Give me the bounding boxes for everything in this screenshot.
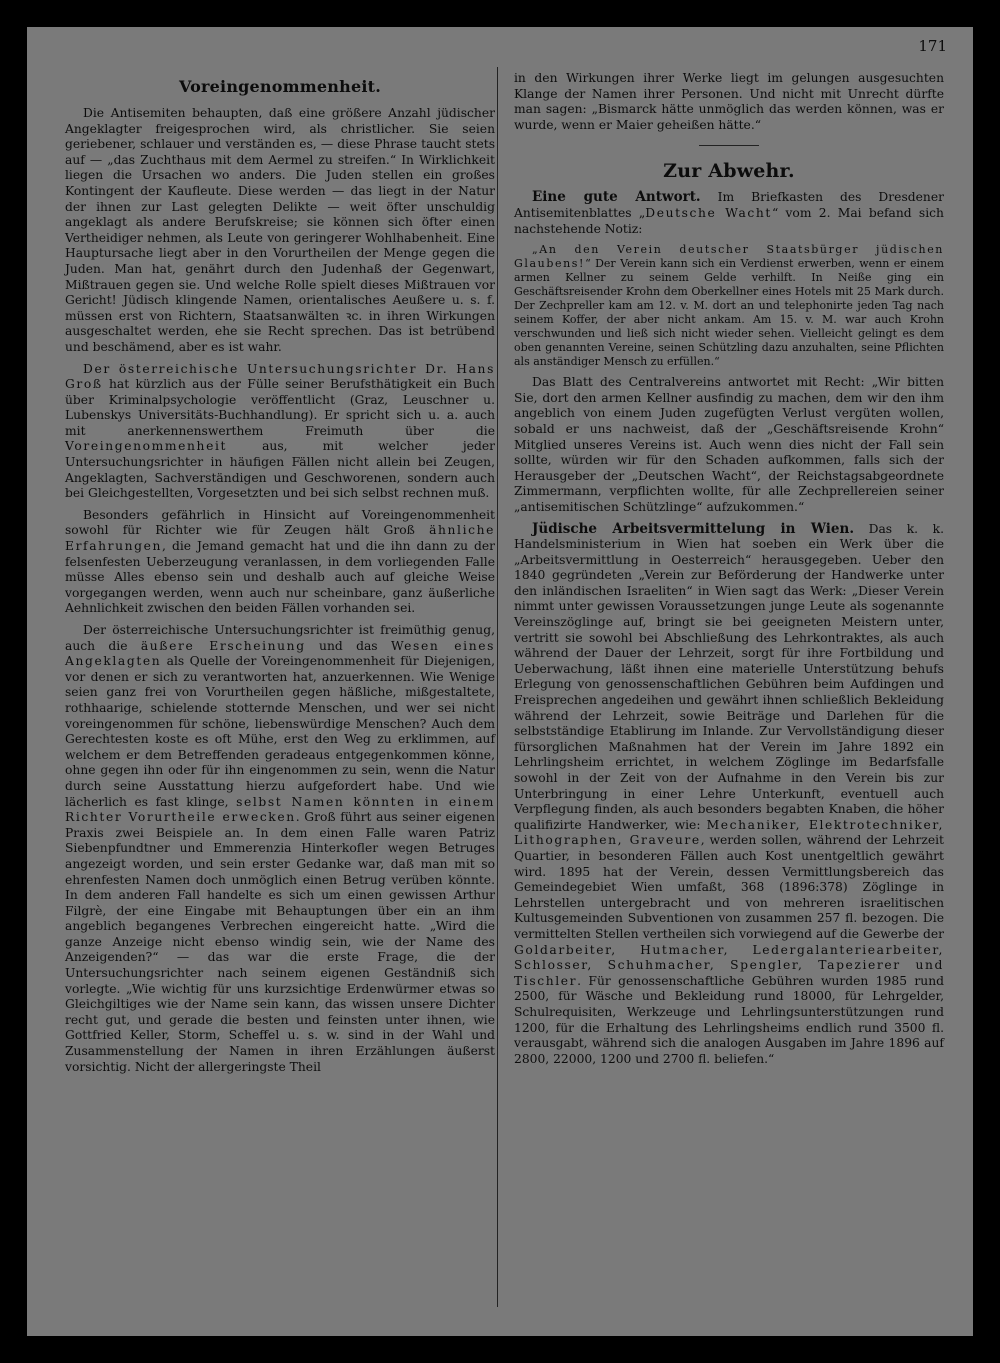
spaced-text: Der österreichische Untersuchungsrichter Dr. Hans Groß	[65, 361, 495, 392]
text: Der österreichische Untersuchungsrichter ist freimüthig genug, auch die	[65, 623, 495, 653]
paragraph: in den Wirkungen ihrer Werke liegt im gelungen ausgesuchten Klange der Namen ihrer Personen. Und nicht mit Unrecht dürfte man sagen: „Bismarck hätte unmöglich das werden können, was er wurde, wenn er Maier geheißen hätte.“	[514, 71, 944, 132]
spaced-text: ähnliche Erfahrungen	[65, 523, 495, 554]
spaced-text: Mechaniker, Elektrotechniker, Lithographen, Graveure	[514, 817, 944, 848]
text: und das	[305, 638, 391, 653]
item-title: Jüdische Arbeitsvermittelung in Wien.	[532, 520, 855, 537]
paragraph: Die Antisemiten behaupten, daß eine größere Anzahl jüdischer Angeklagter freigesprochen wird, als christlicher. Sie seien geriebener, schlauer und verständen es, — diese Phrase taucht stets auf — „das Zuchthaus mit dem Aermel zu streifen.“ In Wirklichkeit liegen die Ursachen wo anders. Die Juden stellen ein großes Kontingent der Kaufleute. Diese werden — das liegt in der Natur der ihnen zur Last gelegten Delikte — weit öfter unschuldig angeklagt als andere Berufskreise; sie können sich öfter einen Vertheidiger nehmen, als Leute von geringerer Wohlhabenheit. Eine Hauptursache liegt aber in den Vorurtheilen der Menge gegen die Juden. Man hat, genährt durch den Judenhaß der Gegenwart, Mißtrauen gegen sie. Und welche Rolle spielt dieses Mißtrauen vor Gericht! Jüdisch klingende Namen, orientalisches Aeußere u. s. f. müssen erst von Richtern, Staatsanwälten ꝛc. in ihren Wirkungen ausgeschaltet werden, ehe sie Recht sprechen. Das ist betrübend und beschämend, aber es ist wahr.	[65, 106, 495, 354]
paragraph	[514, 522, 944, 1068]
spaced-text: Voreingenommenheit	[65, 439, 228, 454]
document-page	[27, 27, 973, 1336]
text: hat kürzlich aus der Fülle seiner Berufsthätigkeit ein Buch über Kriminalpsychologie veröffentlicht (Graz, Leuschner u. Lubenskys Universitäts-Buchhandlung). Er spricht sich u. a. auch mit anerkennenswerthem Freimuth über die	[65, 377, 495, 438]
text: . Groß führt aus seiner eigenen Praxis zwei Beispiele an. In dem einen Falle waren Patriz Siebenpfundtner und Emmerenzia Hinterkofler wegen Betruges angezeigt worden, und sein erster Gedanke war, daß man mit so ehrenfesten Namen doch unmöglich einen Betrug verüben könnte. In dem anderen Fall handelte es sich um einen gewissen Arthur Filgrè, der eine Eingabe mit Behauptungen über ein an ihm angeblich begangenes Verbrechen eingereicht hatte. „Wird die ganze Anzeige nicht ebenso windig sein, wie der Name des Anzeigenden?“ — das war die erste Frage, die der Untersuchungsrichter nach seinem eigenen Geständniß sich vorlegte. „Wie wichtig für uns kurzsichtige Erdenwürmer etwas so Gleichgiltiges wie der Name sein kann, das wissen unsere Dichter recht gut, und gerade die besten und feinsten unter ihnen, wie Gottfried Keller, Storm, Scheffel u. s. w. sind in der Wahl und Zusammenstellung der Namen in ihren Erzählungen äußerst vorsichtig. Nicht der allergeringste Theil	[65, 810, 495, 1074]
text: Im Briefkasten des Dresdener Antisemitenblattes „	[514, 190, 944, 220]
text: Das k. k. Handelsministerium in Wien hat soeben ein Werk über die „Arbeitsvermittlung in Oesterreich“ herausgegeben. Ueber den 1840 gegründeten „Verein zur Beförderung der Handwerke unter den inländischen Israeliten“ in Wien sagt das Werk: „Dieser Verein nimmt unter gewissen Voraussetzungen junge Leute als sogenannte Vereinszöglinge auf, bringt sie bei geeigneten Meistern unter, vertritt sie sowohl bei Abschließung des Lehrkontraktes, als auch während der Dauer der Lehrzeit, sorgt für ihre Fortbildung und Ueberwachung, läßt ihnen eine materielle Unterstützung behufs Erlegung von genossenschaftlichen Gebühren beim Aufdingen und Freisprechen angedeihen und gewährt ihnen schließlich Bekleidung während der Lehrzeit, sowie Beiträge und Darlehen für die selbstständige Etablirung im Inlande. Zur Vervollständigung dieser fürsorglichen Maßnahmen hat der Verein im Jahre 1892 ein Lehrlingsheim errichtet, in welchem Zöglinge im Bedarfsfalle sowohl in der Zeit von der Aufnahme in den Verein bis zur Unterbringung in einer Lehre Unterkunft, eventuell auch Verpflegung finden, als auch besonders begabten Knaben, die höher qualifizirte Handwerker, wie:	[514, 521, 945, 832]
paragraph: Das Blatt des Centralvereins antwortet mit Recht: „Wir bitten Sie, dort den armen Kellner ausfindig zu machen, dem wir den ihm angeblich von einem Juden zugefügten Verlust vergüten wollen, sobald er uns nachweist, daß der „Geschäftsreisende Krohn“ Mitglied unseres Vereins ist. Auch wenn dies nicht der Fall sein sollte, würden wir für den Schaden aufkommen, falls sich der Herausgeber der „Deutschen Wacht“, der Reichstagsabgeordnete Zimmermann, verpflichten wollte, für alle Zechprellereien seiner „antisemitischen Schützlinge“ aufzukommen.“	[514, 375, 944, 514]
quoted-notice	[514, 243, 944, 369]
text: Besonders gefährlich in Hinsicht auf Voreingenommenheit sowohl für Richter wie für Zeugen hält Groß	[65, 507, 495, 538]
spaced-text: äußere Erscheinung	[140, 638, 306, 653]
column-divider	[497, 67, 498, 1307]
text: . Für genossenschaftliche Gebühren wurden 1985 rund 2500, für Wäsche und Bekleidung rund 18000, für Lehrgelder, Schulrequisiten, Werkzeuge und Lehrlingsunterstützungen rund 1200, für die Erhaltung des Lehrlingsheims endlich rund 3500 fl. verausgabt, während sich die analogen Ausgaben im Jahre 1896 auf 2800, 22000, 1200 und 2700 fl. beliefen.“	[514, 973, 944, 1066]
page-number: 171	[918, 37, 947, 55]
text: , die Jemand gemacht hat und die ihn dann zu der felsenfesten Ueberzeugung veranlassen, in dem vorliegenden Falle müsse Alles ebenso sein und deshalb auch auf gleiche Weise vorgegangen werden, wenn auch nur scheinbare, ganz äußerliche Aehnlichkeit zwischen den beiden Fällen vorhanden sei.	[65, 539, 495, 616]
text: “ Der Verein kann sich ein Verdienst erwerben, wenn er einem armen Kellner zu seinem Gelde verhilft. In Neiße ging ein Geschäftsreisender Krohn dem Oberkellner eines Hotels mit 25 Mark durch. Der Zechpreller kam am 12. v. M. dort an und telephonirte jeden Tag nach seinem Koffer, der aber nicht ankam. Am 15. v. M. war auch Krohn verschwunden und ließ sich nicht wieder sehen. Vielleicht gelingt es dem oben genannten Vereine, seinen Schützling dazu anzuhalten, seine Pflichten als anständiger Mensch zu erfüllen.“	[514, 257, 944, 369]
article-heading-voreingenommenheit: Voreingenommenheit.	[179, 77, 381, 96]
spaced-text: „An den Verein deutscher Staatsbürger jüdischen Glaubens!	[514, 243, 944, 271]
section-divider	[699, 145, 759, 146]
text: , werden sollen, während der Lehrzeit Quartier, in besonderen Fällen auch Kost unentgeltlich gewährt wird. 1895 hat der Verein, dessen Vermittlungsbereich das Gemeindegebiet Wien umfaßt, 368 (1896:378) Zöglinge in Lehrstellen untergebracht und von mehreren israelitischen Kultusgemeinden Subventionen von zusammen 257 fl. bezogen. Die vermittelten Stellen vertheilen sich vorwiegend auf die Gewerbe der	[514, 833, 944, 941]
spaced-text: Wesen eines Angeklagten	[65, 638, 496, 669]
spaced-text: Goldarbeiter, Hutmacher, Ledergalanteriearbeiter, Schlosser, Schuhmacher, Spengler, Tapezierer und Tischler	[514, 942, 944, 988]
paragraph	[65, 623, 495, 1075]
spaced-text: Deutsche Wacht	[645, 205, 772, 220]
item-title: Eine gute Antwort.	[532, 189, 701, 206]
text: “ vom 2. Mai befand sich nachstehende Notiz:	[514, 205, 944, 236]
right-column	[514, 71, 944, 1073]
paragraph	[65, 362, 495, 502]
text: aus, mit welcher jeder Untersuchungsrichter in häufigen Fällen nicht allein bei Zeugen, Angeklagten, Sachverständigen und Geschworenen, sondern auch bei Gleichgestellten, Vorgesetzten und bei sich selbst rechnen muß.	[65, 439, 495, 501]
spaced-text: selbst Namen könnten in einem Richter Vorurtheile erwecken	[65, 794, 495, 825]
paragraph	[514, 190, 944, 237]
section-heading-zur-abwehr: Zur Abwehr.	[663, 160, 795, 183]
left-column	[65, 71, 495, 1081]
paragraph	[65, 508, 495, 617]
text: als Quelle der Voreingenommenheit für Diejenigen, vor denen er sich zu verantworten hat, anzuerkennen. Wie Wenige seien ganz frei von Vorurtheilen gegen häßliche, mißgestaltete, rothhaarige, schielende stotternde Menschen, und wer sei nicht voreingenommen für schöne, liebenswürdige Menschen? Auch dem Gerechtesten koste es oft Mühe, erst den Weg zu erklimmen, auf welchem er dem Betreffenden geradeaus entgegenkommen könne, ohne gegen ihn oder für ihn eingenommen zu sein, wenn die Natur durch seine Ausstattung hierzu aufgefordert habe. Und wie lächerlich es fast klinge,	[65, 654, 495, 809]
